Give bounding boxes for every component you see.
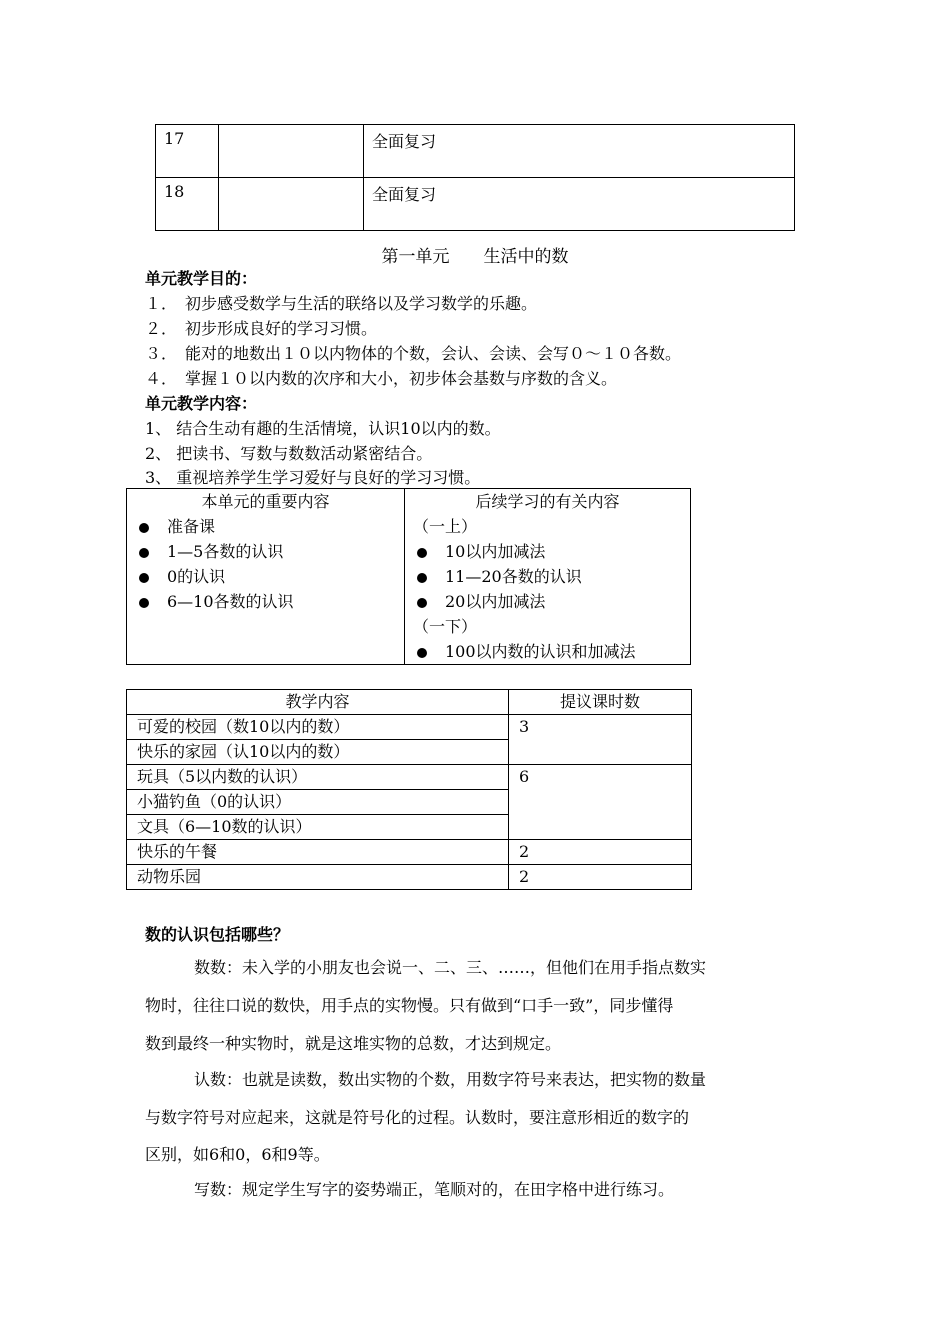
bullet-icon [417, 548, 427, 558]
bullet-icon [417, 648, 427, 658]
lesson-name: 快乐的家园（认10以内的数） [127, 740, 509, 765]
lesson-name: 快乐的午餐 [127, 840, 509, 865]
lesson-hours: 2 [509, 865, 692, 890]
list-item: 10以内加减法 [413, 539, 682, 564]
bullet-icon [417, 598, 427, 608]
week-number: 18 [156, 178, 219, 231]
lesson-hours-table [126, 689, 692, 890]
lesson-hours: 3 [509, 715, 692, 765]
unit-title: 第一单元 生活中的数 [381, 247, 569, 267]
bullet-icon [139, 548, 149, 558]
paragraph-line: 数到最终一种实物时，就是这堆实物的总数，才达到规定。 [145, 1034, 562, 1053]
follow-up-content-cell [405, 489, 691, 665]
list-item: 1—5各数的认识 [135, 539, 396, 564]
goal-item: ４． 掌握１０以内数的次序和大小，初步体会基数与序数的含义。 [145, 369, 618, 388]
goal-item: １． 初步感受数学与生活的联络以及学习数学的乐趣。 [145, 294, 538, 313]
lesson-name: 文具（6—10数的认识） [127, 815, 509, 840]
left-header: 本单元的重要内容 [201, 492, 330, 511]
goal-item: ２． 初步形成良好的学习习惯。 [145, 319, 378, 338]
table-row [127, 865, 692, 890]
paragraph-line: 认数：也就是读数，数出实物的个数，用数字符号来表达，把实物的数量 [194, 1070, 707, 1089]
bullet-icon [139, 523, 149, 533]
goal-item: ３． 能对的地数出１０以内物体的个数，会认、会读、会写０～１０各数。 [145, 344, 682, 363]
important-content-cell [127, 489, 405, 665]
lesson-name: 可爱的校园（数10以内的数） [127, 715, 509, 740]
group-label: （一下） [413, 617, 478, 636]
content-cell: 全面复习 [364, 178, 795, 231]
week-cell [219, 125, 364, 178]
header-hours: 提议课时数 [509, 690, 692, 715]
paragraph-line: 数数：未入学的小朋友也会说一、二、三、……，但他们在用手指点数实 [194, 958, 707, 977]
paragraph-line: 区别，如6和0，6和9等。 [145, 1145, 330, 1164]
header-content: 教学内容 [127, 690, 509, 715]
lesson-hours: 2 [509, 840, 692, 865]
list-item: 20以内加减法 [413, 589, 682, 614]
table-row [127, 715, 692, 740]
lesson-name: 玩具（5以内数的认识） [127, 765, 509, 790]
lesson-name: 小猫钓鱼（0的认识） [127, 790, 509, 815]
paragraph-line: 写数：规定学生写字的姿势端正，笔顺对的，在田字格中进行练习。 [194, 1180, 675, 1199]
paragraph-line: 与数字符号对应起来，这就是符号化的过程。认数时，要注意形相近的数字的 [145, 1108, 690, 1127]
table-row [156, 125, 795, 178]
goals-heading: 单元教学目的： [145, 269, 258, 288]
unit-content-table [126, 488, 691, 665]
content-item: 1、 结合生动有趣的生活情境，认识10以内的数。 [145, 419, 501, 438]
bullet-icon [417, 573, 427, 583]
list-item: 0的认识 [135, 564, 396, 589]
right-header: 后续学习的有关内容 [475, 492, 620, 511]
week-cell [219, 178, 364, 231]
bullet-icon [139, 598, 149, 608]
list-item: 准备课 [135, 514, 396, 539]
content-item: 3、 重视培养学生学习爱好与良好的学习习惯。 [145, 468, 481, 487]
content-item: 2、 把读书、写数与数数活动紧密结合。 [145, 444, 433, 463]
paragraph-line: 物时，往往口说的数快，用手点的实物慢。只有做到“口手一致”，同步懂得 [145, 996, 674, 1015]
bullet-icon [139, 573, 149, 583]
table-header-row [127, 690, 692, 715]
week-number: 17 [156, 125, 219, 178]
group-label: （一上） [413, 517, 478, 536]
table-row [127, 840, 692, 865]
content-cell: 全面复习 [364, 125, 795, 178]
list-item: 100以内数的认识和加减法 [413, 639, 682, 664]
section-heading: 数的认识包括哪些？ [145, 925, 290, 944]
lesson-name: 动物乐园 [127, 865, 509, 890]
list-item: 6—10各数的认识 [135, 589, 396, 614]
list-item: 11—20各数的认识 [413, 564, 682, 589]
contents-heading: 单元教学内容： [145, 394, 258, 413]
table-row [156, 178, 795, 231]
lesson-hours: 6 [509, 765, 692, 840]
schedule-table [155, 124, 795, 231]
table-row [127, 765, 692, 790]
